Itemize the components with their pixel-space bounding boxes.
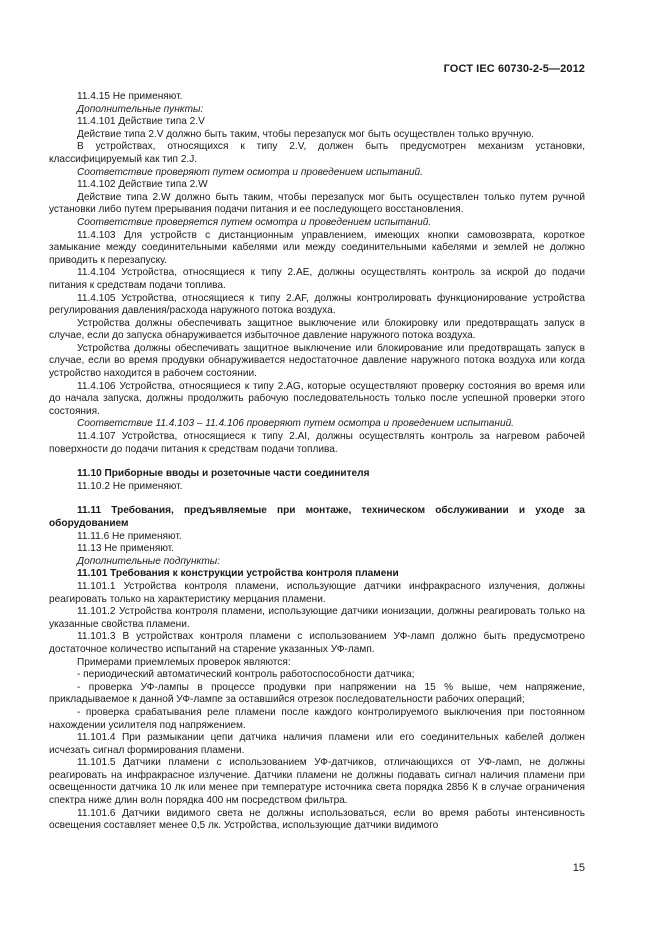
clause-11-10-2: 11.10.2 Не применяют.	[77, 480, 183, 492]
compliance-note-2: Соответствие проверяется путем осмотра и проведением испытаний.	[77, 216, 432, 228]
clause-11-101-3: 11.101.3 В устройствах контроля пламени с использованием УФ-ламп должно быть предусмотрено достаточное количество испытаний на старение указанных УФ-ламп.	[49, 631, 585, 655]
compliance-note-1: Соответствие проверяют путем осмотра и проведением испытаний.	[77, 166, 423, 178]
compliance-note-3: Соответствие 11.4.103 – 11.4.106 проверяют путем осмотра и проведением испытаний.	[77, 418, 514, 430]
section-gap	[49, 493, 585, 505]
additional-items-heading: Дополнительные пункты:	[77, 103, 204, 115]
clause-11-4-105-text-2: Устройства должны обеспечивать защитное выключение или блокировку или предотвращать запуск в случае, если до запуска обнаруживается избыточное давление наружного потока воздуха.	[49, 317, 585, 342]
clause-11-101-5: 11.101.5 Датчики пламени с использованием УФ-датчиков, отличающихся от УФ-ламп, не должны реагировать на инфракрасное излучение. Датчики пламени не должны подавать сигнал наличия пламени при освещенности датчика 10 лк или менее при температуре источника света порядка 2856 К в случае ограничения спектра ниже длин волн порядка 400 нм посредством фильтра.	[49, 757, 585, 807]
example-item-3: - проверка срабатывания реле пламени после каждого контролируемого выключения при постоянном нахождении усилителя под напряжением.	[49, 706, 585, 731]
example-item-1: - периодический автоматический контроль работоспособности датчика;	[77, 669, 415, 681]
clause-11-4-101-title: 11.4.101 Действие типа 2.V	[77, 116, 205, 128]
section-gap	[49, 456, 585, 468]
clause-11-101-4: 11.101.4 При размыкании цепи датчика наличия пламени или его соединительных кабелей должен исчезать сигнал формирования пламени.	[49, 732, 585, 756]
clause-11-13: 11.13 Не применяют.	[77, 543, 174, 555]
body-text	[49, 91, 585, 833]
clause-11-4-15: 11.4.15 Не применяют.	[77, 91, 183, 102]
clause-11-4-102-title: 11.4.102 Действие типа 2.W	[77, 179, 208, 191]
examples-intro: Примерами приемлемых проверок являются:	[77, 656, 291, 668]
clause-11-101-6: 11.101.6 Датчики видимого света не должны использоваться, если во время работы интенсивность освещения составляет менее 0,5 лк. Устройства, использующие датчики видимого	[49, 807, 585, 832]
clause-11-4-106: 11.4.106 Устройства, относящиеся к типу 2.AG, которые осуществляют проверку состояния во время или до начала запуска, должны продолжить рабочую последовательность только после успешной проверки этого состояния.	[49, 380, 585, 417]
clause-11-11-6: 11.11.6 Не применяют.	[77, 530, 182, 542]
section-11-11-heading: 11.11 Требования, предъявляемые при монтаже, техническом обслуживании и уходе за оборудованием	[49, 505, 585, 529]
additional-subitems-heading: Дополнительные подпункты:	[77, 555, 221, 567]
clause-11-4-101-text-2: В устройствах, относящихся к типу 2.V, должен быть предусмотрен механизм установки, классифицируемый как тип 2.J.	[49, 141, 585, 165]
clause-11-4-102-text: Действие типа 2.W должно быть таким, чтобы перезапуск мог быть осуществлен только путем ручной установки либо путем прерывания подачи питания и ее последующего восстановления.	[49, 191, 585, 216]
section-11-10-heading: 11.10 Приборные вводы и розеточные части соединителя	[77, 468, 370, 480]
section-11-101-heading: 11.101 Требования к конструкции устройства контроля пламени	[77, 568, 399, 580]
document-header: ГОСТ IEC 60730-2-5—2012	[443, 63, 585, 75]
clause-11-4-101-text: Действие типа 2.V должно быть таким, чтобы перезапуск мог быть осуществлен только вручную.	[77, 128, 534, 140]
example-item-2: - проверка УФ-лампы в процессе продувки при напряжении на 15 % выше, чем напряжение, прикладываемое к данной УФ-лампе за оставшийся отрезок последовательности рабочих операций;	[49, 681, 585, 706]
clause-11-101-2: 11.101.2 Устройства контроля пламени, использующие датчики ионизации, должны реагировать только на указанные свойства пламени.	[49, 606, 585, 630]
clause-11-4-105: 11.4.105 Устройства, относящиеся к типу 2.AF, должны контролировать функционирование устройства регулирования давления/расхода наружного потока воздуха.	[49, 292, 585, 317]
clause-11-4-107: 11.4.107 Устройства, относящиеся к типу 2.AI, должны осуществлять контроль за нагревом рабочей поверхности до подачи питания к средствам подачи топлива.	[49, 431, 585, 455]
clause-11-4-103: 11.4.103 Для устройств с дистанционным управлением, имеющих кнопки самовозврата, короткое замыкание между соединительными кабелями или между соединительными кабелями и землей не должно приводить к перезапуску.	[49, 229, 585, 266]
clause-11-101-1: 11.101.1 Устройства контроля пламени, использующие датчики инфракрасного излучения, должны реагировать только на характеристику мерцания пламени.	[49, 580, 585, 605]
page-number: 15	[572, 862, 585, 874]
clause-11-4-104: 11.4.104 Устройства, относящиеся к типу 2.AE, должны осуществлять контроль за искрой до подачи питания к средствам подачи топлива.	[49, 267, 585, 291]
clause-11-4-105-text-3: Устройства должны обеспечивать защитное выключение или блокирование или предотвращать запуск в случае, если во время продувки обнаруживается недостаточное давление наружного потока воздуха или когда устройство находится в рабочем состоянии.	[49, 342, 585, 380]
